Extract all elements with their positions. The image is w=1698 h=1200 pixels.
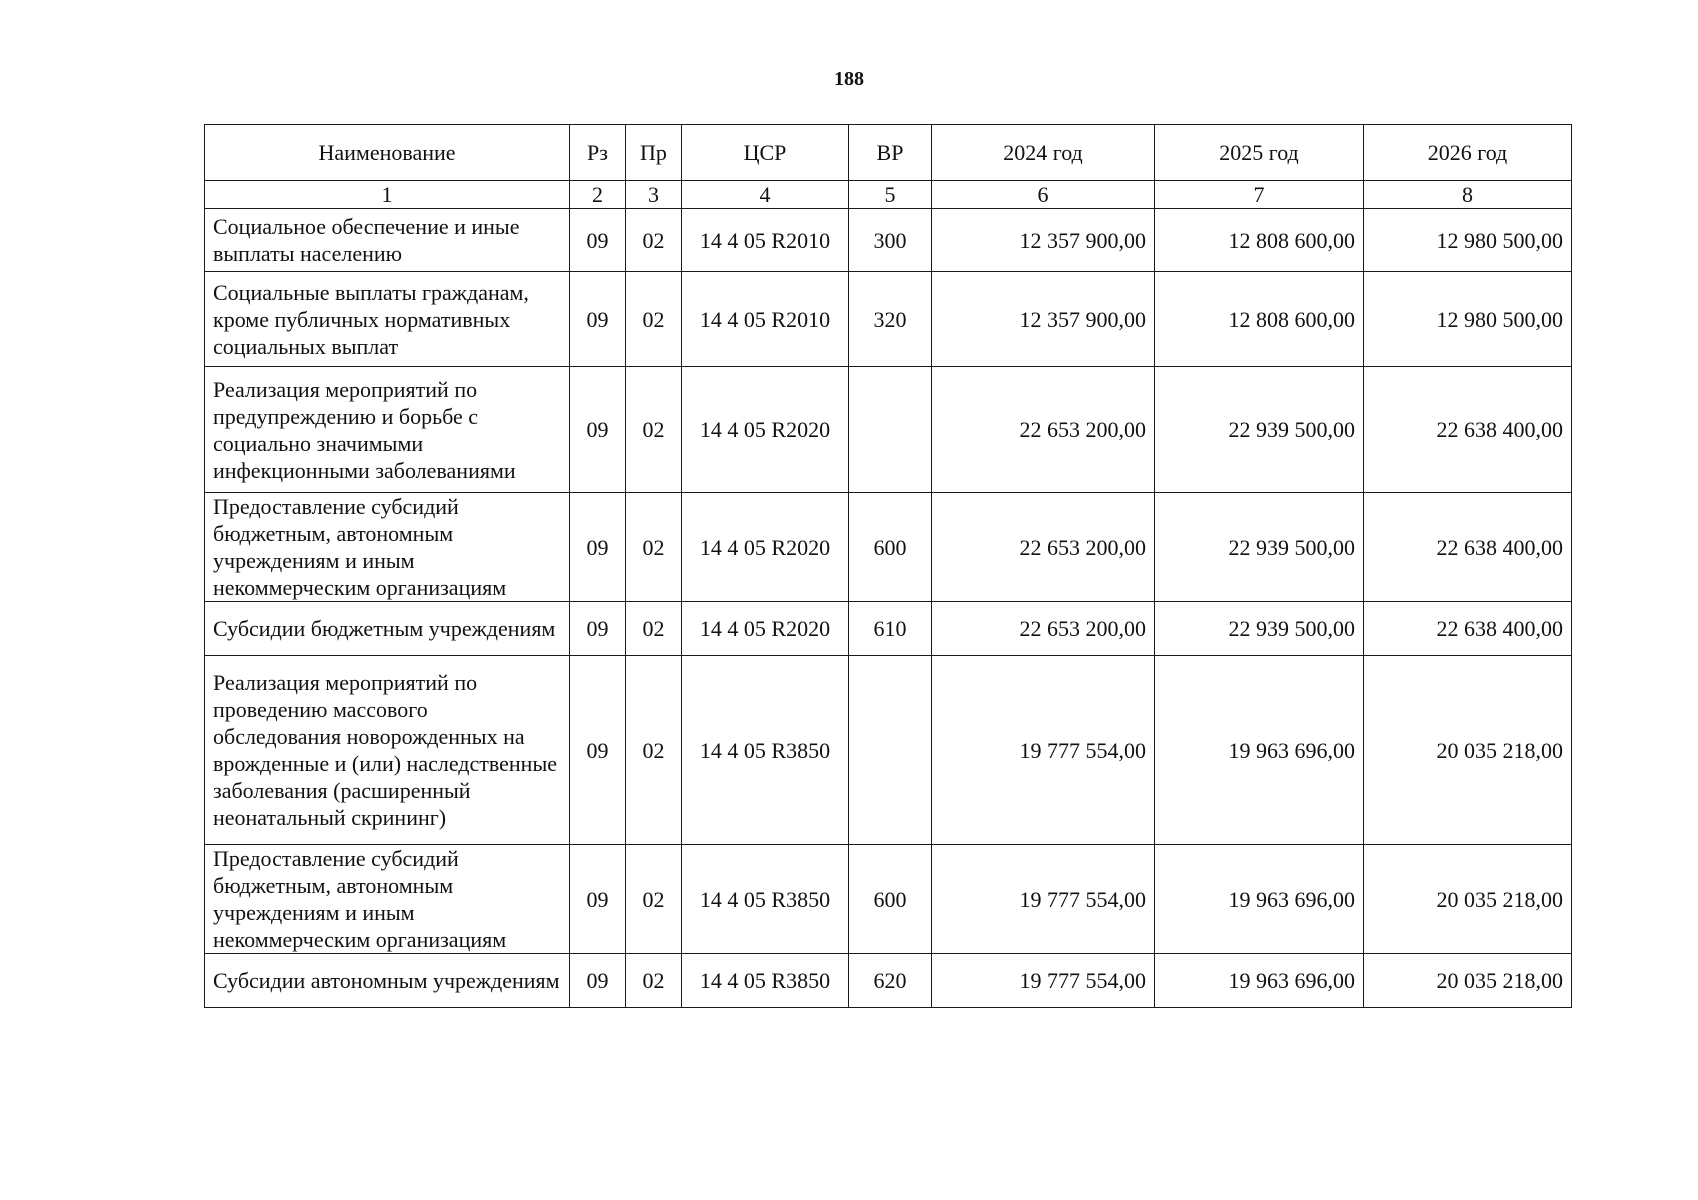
column-number: 4 xyxy=(682,181,849,209)
row-rz: 09 xyxy=(570,493,626,602)
row-vr: 600 xyxy=(849,845,932,954)
header-row xyxy=(205,125,1572,181)
row-rz: 09 xyxy=(570,367,626,493)
row-pr: 02 xyxy=(626,954,682,1008)
row-amount-2025: 22 939 500,00 xyxy=(1155,602,1364,656)
table-row xyxy=(205,272,1572,367)
row-vr: 600 xyxy=(849,493,932,602)
row-amount-2024: 22 653 200,00 xyxy=(932,602,1155,656)
row-vr: 610 xyxy=(849,602,932,656)
table-row xyxy=(205,954,1572,1008)
row-csr: 14 4 05 R2020 xyxy=(682,367,849,493)
row-name: Реализация мероприятий по проведению массового обследования новорожденных на врожденные и (или) наследственные заболевания (расширенный неонатальный скрининг) xyxy=(205,656,570,845)
row-name: Предоставление субсидий бюджетным, автономным учреждениям и иным некоммерческим организациям xyxy=(205,845,570,954)
row-pr: 02 xyxy=(626,272,682,367)
row-amount-2025: 12 808 600,00 xyxy=(1155,272,1364,367)
header-vr: ВР xyxy=(849,125,932,181)
header-pr: Пр xyxy=(626,125,682,181)
column-number: 1 xyxy=(205,181,570,209)
table-row xyxy=(205,367,1572,493)
row-amount-2026: 22 638 400,00 xyxy=(1364,602,1572,656)
row-vr xyxy=(849,656,932,845)
row-csr: 14 4 05 R2020 xyxy=(682,602,849,656)
row-pr: 02 xyxy=(626,209,682,272)
row-vr: 320 xyxy=(849,272,932,367)
row-csr: 14 4 05 R2020 xyxy=(682,493,849,602)
row-pr: 02 xyxy=(626,493,682,602)
row-pr: 02 xyxy=(626,656,682,845)
row-amount-2026: 20 035 218,00 xyxy=(1364,656,1572,845)
row-name: Реализация мероприятий по предупреждению и борьбе с социально значимыми инфекционными заболеваниями xyxy=(205,367,570,493)
row-csr: 14 4 05 R3850 xyxy=(682,845,849,954)
table-row xyxy=(205,493,1572,602)
table-header xyxy=(205,125,1572,181)
row-csr: 14 4 05 R3850 xyxy=(682,954,849,1008)
row-amount-2026: 20 035 218,00 xyxy=(1364,954,1572,1008)
row-name: Субсидии бюджетным учреждениям xyxy=(205,602,570,656)
header-2024: 2024 год xyxy=(932,125,1155,181)
row-amount-2026: 20 035 218,00 xyxy=(1364,845,1572,954)
row-amount-2025: 12 808 600,00 xyxy=(1155,209,1364,272)
row-csr: 14 4 05 R2010 xyxy=(682,272,849,367)
row-rz: 09 xyxy=(570,602,626,656)
row-name: Социальные выплаты гражданам, кроме публичных нормативных социальных выплат xyxy=(205,272,570,367)
column-number: 8 xyxy=(1364,181,1572,209)
row-vr: 620 xyxy=(849,954,932,1008)
table-body xyxy=(205,181,1572,1008)
page-number: 188 xyxy=(834,68,864,90)
column-number: 2 xyxy=(570,181,626,209)
row-amount-2025: 22 939 500,00 xyxy=(1155,493,1364,602)
row-csr: 14 4 05 R3850 xyxy=(682,656,849,845)
header-2025: 2025 год xyxy=(1155,125,1364,181)
row-vr xyxy=(849,367,932,493)
row-amount-2024: 22 653 200,00 xyxy=(932,367,1155,493)
row-amount-2026: 12 980 500,00 xyxy=(1364,272,1572,367)
table-row xyxy=(205,602,1572,656)
column-number: 3 xyxy=(626,181,682,209)
row-amount-2026: 22 638 400,00 xyxy=(1364,367,1572,493)
row-amount-2026: 22 638 400,00 xyxy=(1364,493,1572,602)
row-amount-2024: 22 653 200,00 xyxy=(932,493,1155,602)
table-row xyxy=(205,209,1572,272)
row-name: Социальное обеспечение и иные выплаты населению xyxy=(205,209,570,272)
column-number-row xyxy=(205,181,1572,209)
row-rz: 09 xyxy=(570,656,626,845)
row-amount-2025: 19 963 696,00 xyxy=(1155,845,1364,954)
table-row xyxy=(205,845,1572,954)
row-rz: 09 xyxy=(570,954,626,1008)
row-rz: 09 xyxy=(570,209,626,272)
row-name: Субсидии автономным учреждениям xyxy=(205,954,570,1008)
row-pr: 02 xyxy=(626,602,682,656)
row-amount-2024: 19 777 554,00 xyxy=(932,656,1155,845)
row-amount-2025: 22 939 500,00 xyxy=(1155,367,1364,493)
header-rz: Рз xyxy=(570,125,626,181)
row-amount-2024: 12 357 900,00 xyxy=(932,272,1155,367)
row-rz: 09 xyxy=(570,845,626,954)
row-pr: 02 xyxy=(626,845,682,954)
column-number: 6 xyxy=(932,181,1155,209)
row-vr: 300 xyxy=(849,209,932,272)
column-number: 7 xyxy=(1155,181,1364,209)
row-name: Предоставление субсидий бюджетным, автономным учреждениям и иным некоммерческим организациям xyxy=(205,493,570,602)
table-row xyxy=(205,656,1572,845)
row-csr: 14 4 05 R2010 xyxy=(682,209,849,272)
row-rz: 09 xyxy=(570,272,626,367)
row-amount-2026: 12 980 500,00 xyxy=(1364,209,1572,272)
budget-table xyxy=(204,124,1572,1008)
header-2026: 2026 год xyxy=(1364,125,1572,181)
row-amount-2024: 19 777 554,00 xyxy=(932,954,1155,1008)
row-pr: 02 xyxy=(626,367,682,493)
header-name: Наименование xyxy=(205,125,570,181)
row-amount-2025: 19 963 696,00 xyxy=(1155,656,1364,845)
row-amount-2024: 12 357 900,00 xyxy=(932,209,1155,272)
header-csr: ЦСР xyxy=(682,125,849,181)
row-amount-2025: 19 963 696,00 xyxy=(1155,954,1364,1008)
column-number: 5 xyxy=(849,181,932,209)
row-amount-2024: 19 777 554,00 xyxy=(932,845,1155,954)
